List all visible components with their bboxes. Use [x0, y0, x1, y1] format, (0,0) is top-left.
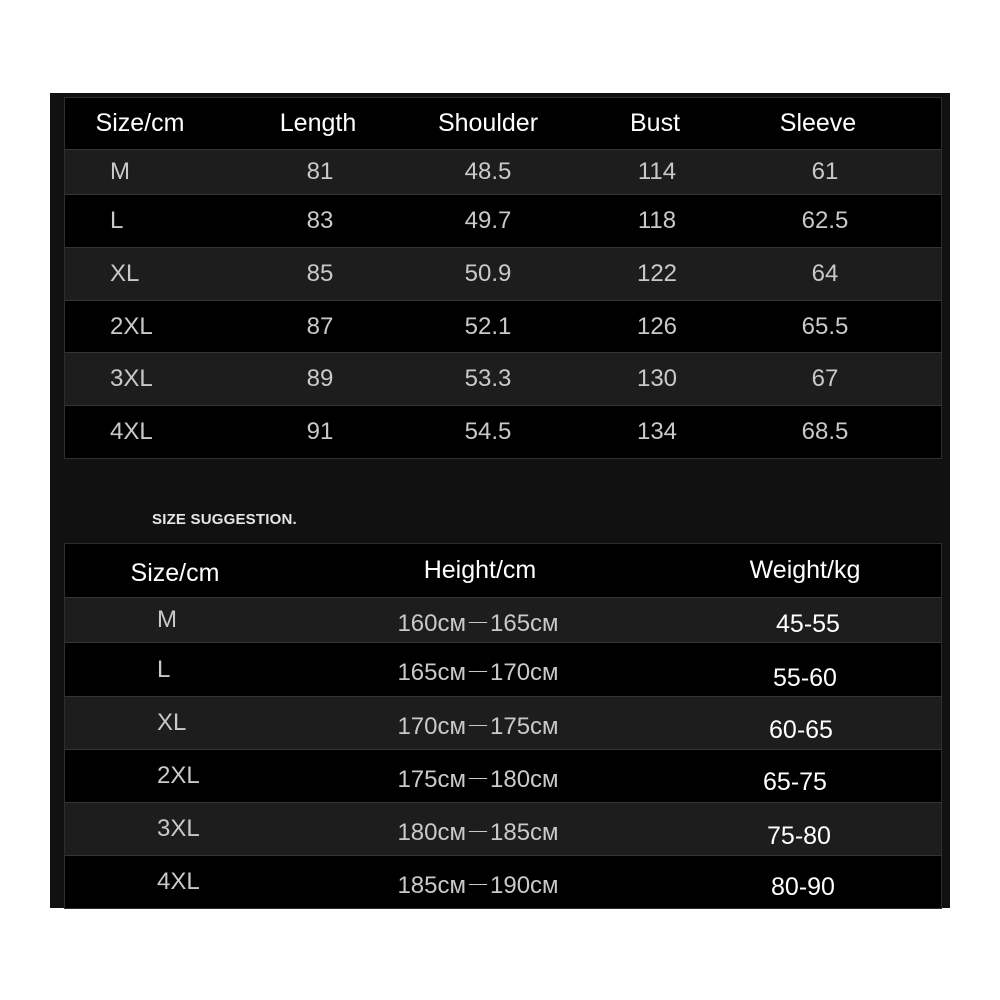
shoulder-cell: 48.5 [464, 158, 512, 185]
header-sleeve: Sleeve [779, 109, 857, 137]
bust-cell: 122 [636, 260, 678, 287]
bust-cell: 130 [636, 365, 678, 392]
shoulder-cell: 53.3 [464, 365, 512, 392]
header-weight: Weight/kg [749, 556, 861, 584]
table-row [65, 353, 941, 406]
table-row [65, 598, 941, 643]
table-row [65, 856, 941, 908]
bust-cell: 134 [636, 418, 678, 445]
table-row [65, 195, 941, 248]
header-height: Height/cm [423, 556, 537, 584]
size-cell: M [110, 158, 130, 185]
table-row [65, 301, 941, 353]
table-row [65, 643, 941, 697]
size-cell: 2XL [157, 762, 200, 789]
sleeve-cell: 61 [811, 158, 839, 185]
size-cell: 4XL [110, 418, 153, 445]
length-cell: 89 [306, 365, 334, 392]
size-cell: XL [157, 709, 187, 736]
weight-cell: 65-75 [763, 767, 827, 796]
table-row [65, 150, 941, 195]
height-cell: 175см－180см [397, 765, 559, 793]
weight-cell: 75-80 [767, 821, 831, 850]
length-cell: 81 [306, 158, 334, 185]
table-row [65, 803, 941, 856]
length-cell: 83 [306, 207, 334, 234]
size-chart-panel [50, 93, 950, 908]
height-cell: 185см－190см [397, 871, 559, 899]
sleeve-cell: 64 [811, 260, 839, 287]
header-length: Length [279, 109, 357, 137]
size-suggestion-title: SIZE SUGGESTION. [152, 511, 297, 528]
bust-cell: 114 [637, 158, 677, 185]
header-bust: Bust [629, 109, 681, 137]
size-cell: 2XL [110, 312, 153, 340]
size-cell: 3XL [157, 815, 200, 842]
height-cell: 165см－170см [397, 659, 559, 686]
size-cell: 4XL [157, 868, 200, 895]
table-row [65, 406, 941, 458]
height-cell: 180см－185см [397, 818, 559, 846]
sleeve-cell: 62.5 [801, 207, 849, 234]
length-cell: 87 [306, 312, 334, 340]
table-row [65, 697, 941, 750]
table-row [65, 248, 941, 301]
size-cell: 3XL [110, 365, 153, 392]
table-header-row [65, 98, 941, 150]
height-cell: 170см－175см [397, 712, 559, 740]
size-cell: XL [110, 260, 140, 287]
length-cell: 85 [306, 260, 334, 287]
header-size: Size/cm [95, 109, 185, 137]
sleeve-cell: 67 [811, 365, 839, 392]
table-header-row [65, 544, 941, 598]
bust-cell: 118 [637, 207, 677, 234]
suggestion-table [64, 543, 942, 909]
shoulder-cell: 49.7 [464, 207, 512, 234]
height-cell: 160см－165см [397, 609, 559, 637]
size-cell: M [157, 606, 177, 633]
shoulder-cell: 52.1 [464, 312, 512, 340]
size-cell: L [110, 207, 124, 234]
size-cell: L [157, 655, 171, 683]
shoulder-cell: 54.5 [464, 418, 512, 445]
header-size: Size/cm [130, 559, 220, 587]
shoulder-cell: 50.9 [464, 260, 512, 287]
weight-cell: 80-90 [771, 872, 835, 901]
measurement-table [64, 97, 942, 459]
weight-cell: 60-65 [769, 715, 833, 744]
length-cell: 91 [306, 418, 334, 445]
weight-cell: 55-60 [773, 664, 837, 692]
sleeve-cell: 65.5 [801, 312, 849, 340]
sleeve-cell: 68.5 [801, 418, 849, 445]
bust-cell: 126 [636, 312, 678, 340]
header-shoulder: Shoulder [437, 109, 539, 137]
weight-cell: 45-55 [776, 609, 840, 638]
table-row [65, 750, 941, 803]
